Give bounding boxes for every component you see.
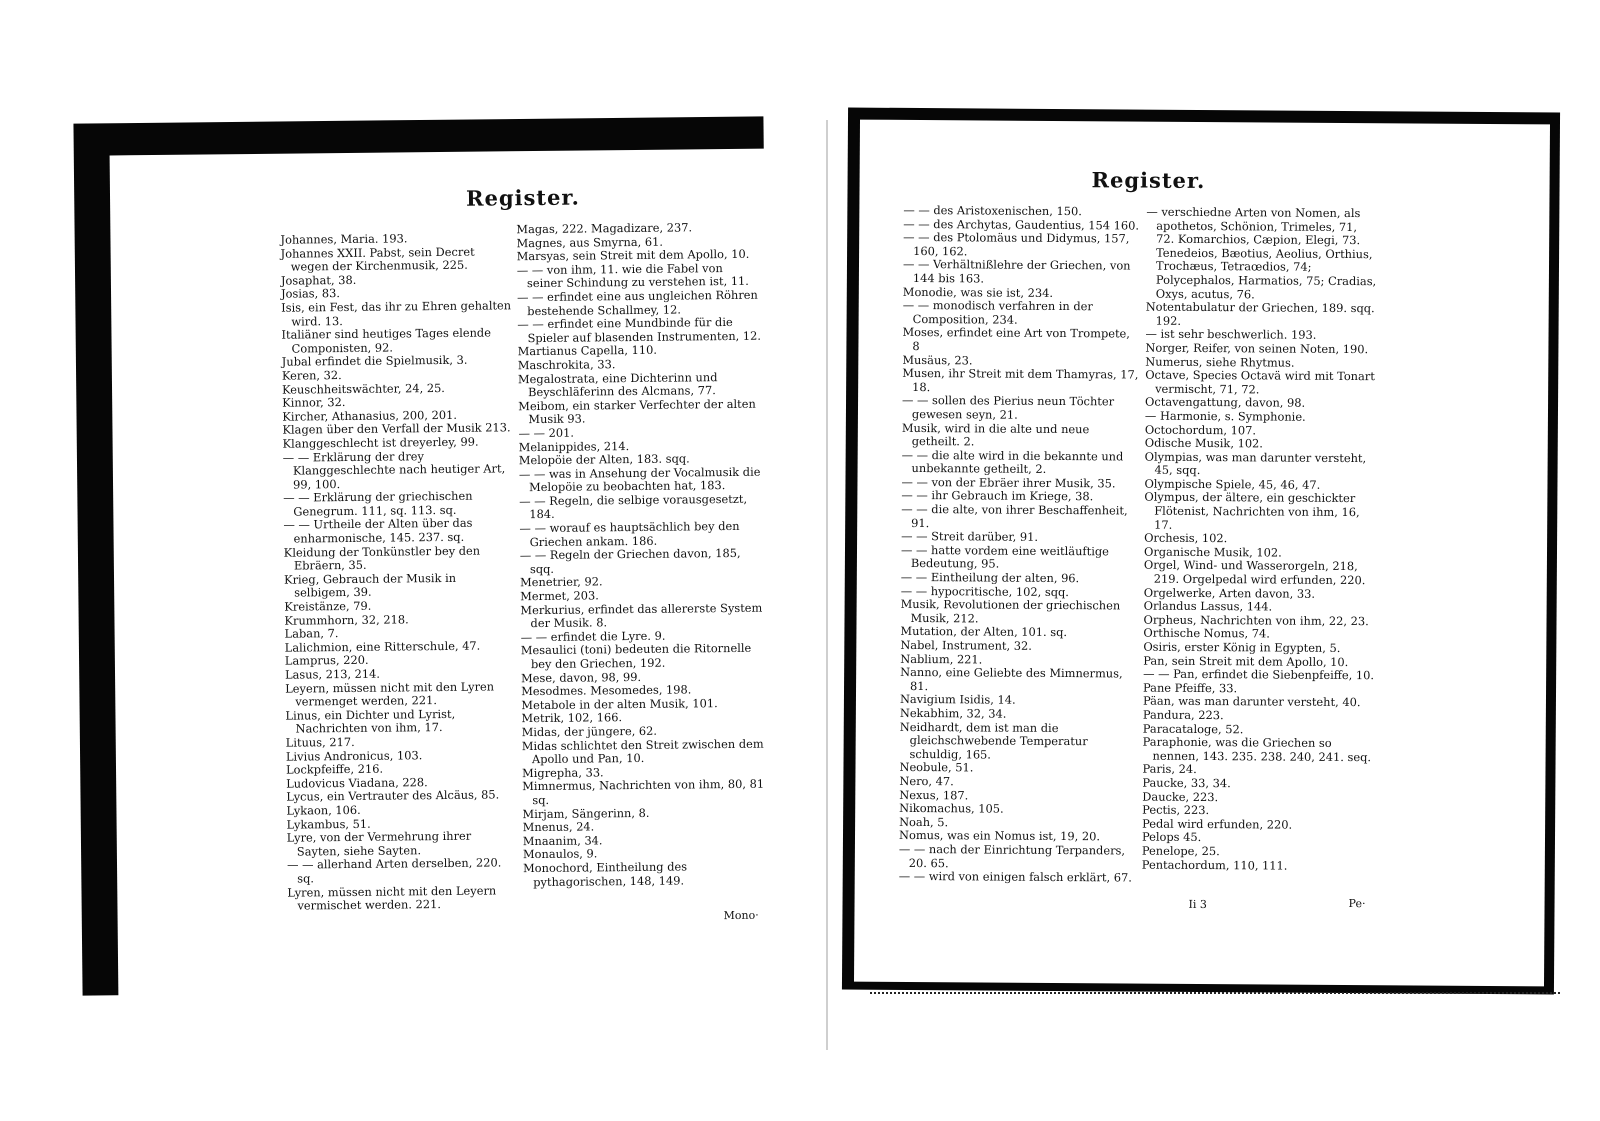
index-entry: Orgelwerke, Arten davon, 33.: [1143, 585, 1316, 601]
index-entry: Keren, 32.: [281, 367, 342, 383]
index-entry: Lockpfeiffe, 216.: [285, 761, 384, 777]
index-entry: Octave, Species Octavä wird mit Tonart vermischt, 71, 72.: [1145, 367, 1375, 397]
index-entry: Lasus, 213, 214.: [284, 666, 381, 682]
index-entry: Johannes, Maria. 193.: [280, 231, 408, 247]
index-entry: Notentabulatur der Griechen, 189. sqq. 192.: [1145, 299, 1375, 328]
index-entry: — — Urtheile der Alten über das enharmonische, 145. 237. sq.: [283, 516, 473, 546]
index-entry: — — sollen des Pierius neun Töchter gewesen seyn, 21.: [902, 393, 1115, 422]
index-entry: Lalichmion, eine Ritterschule, 47.: [284, 638, 481, 655]
index-entry: Menetrier, 92.: [520, 574, 603, 590]
index-entry: Johannes XXII. Pabst, sein Decret wegen der Kirchenmusik, 225.: [280, 244, 475, 274]
index-entry: Mnaanim, 34.: [522, 833, 603, 848]
index-entry: Livius Andronicus, 103.: [285, 747, 423, 764]
index-entry: — — Pan, erfindet die Siebenpfeiffe, 10.: [1143, 666, 1375, 683]
index-entry: Pedal wird erfunden, 220.: [1142, 816, 1293, 832]
index-entry: Ludovicus Viadana, 228.: [286, 774, 428, 791]
index-entry: — — erfindet eine aus ungleichen Röhren bestehende Schallmey, 12.: [517, 287, 758, 318]
index-entry: Odische Musik, 102.: [1144, 435, 1264, 451]
page-title-right: Register.: [1091, 167, 1206, 194]
index-entry: Josaphat, 38.: [280, 272, 357, 288]
index-entry: Mirjam, Sängerinn, 8.: [522, 805, 650, 821]
index-entry: Pan, sein Streit mit dem Apollo, 10.: [1143, 653, 1349, 669]
index-entry: Laban, 7.: [284, 626, 339, 641]
index-entry: Migrepha, 33.: [522, 765, 604, 780]
index-entry: — — Regeln, die selbige vorausgesetzt, 184.: [519, 491, 748, 522]
index-entry: Midas schlichtet den Streit zwischen dem Apollo und Pan, 10.: [521, 736, 764, 767]
index-entry: Mesodmes. Mesomedes, 198.: [521, 682, 692, 699]
index-entry: — — Eintheilung der alten, 96.: [900, 569, 1080, 586]
index-entry: Pectis, 223.: [1142, 802, 1210, 818]
index-entry: Paris, 24.: [1142, 761, 1197, 777]
index-entry: — — Erklärung der drey Klanggeschlechte nach heutiger Art, 99, 100.: [282, 448, 506, 492]
catchword-left: Mono·: [723, 908, 759, 923]
left-page: [110, 149, 777, 1001]
index-entry: — — allerhand Arten derselben, 220. sq.: [286, 855, 502, 886]
page-title-left: Register.: [465, 184, 580, 211]
bottom-edge-line: [870, 992, 1560, 994]
index-entry: Mimnermus, Nachrichten von ihm, 80, 81 sq.: [522, 776, 765, 808]
index-entry: Monodie, was sie ist, 234.: [902, 284, 1054, 300]
index-entry: Orpheus, Nachrichten von ihm, 22, 23.: [1143, 612, 1369, 628]
right-page: [854, 120, 1550, 987]
index-entry: Organische Musik, 102.: [1143, 544, 1282, 560]
index-entry: — — erfindet eine Mundbinde für die Spieler auf blasenden Instrumenten, 12.: [517, 315, 762, 345]
index-entry: Lyren, müssen nicht mit den Leyern vermischet werden. 221.: [287, 882, 497, 913]
index-entry: Navigium Isidis, 14.: [899, 692, 1016, 708]
index-entry: Melanippides, 214.: [518, 438, 630, 454]
index-entry: Lyre, von der Vermehrung ihrer Sayten, siehe Sayten.: [286, 828, 472, 859]
index-entry: Midas, der jüngere, 62.: [521, 723, 658, 740]
index-entry: Mesaulici (toni) bedeuten die Ritornelle bey den Griechen, 192.: [520, 641, 752, 672]
index-entry: Octavengattung, davon, 98.: [1145, 394, 1306, 411]
index-entry: Keuschheitswächter, 24, 25.: [281, 380, 445, 397]
index-entry: Paraphonie, was die Griechen so nennen, 143. 235. 238. 240, 241. seq.: [1142, 734, 1372, 764]
index-entry: Krummhorn, 32, 218.: [284, 611, 409, 628]
index-entry: Megalostrata, eine Dichterinn und Beyschläferinn des Alcmans, 77.: [517, 369, 718, 400]
index-entry: Noah, 5.: [899, 814, 949, 829]
index-entry: Nabel, Instrument, 32.: [900, 637, 1032, 653]
index-column-right-2: [1142, 206, 1379, 874]
gutter-fold: [826, 120, 828, 1050]
index-entry: — — erfindet die Lyre. 9.: [520, 628, 666, 645]
index-entry: — — von der Ebräer ihrer Musik, 35.: [901, 474, 1116, 491]
index-column-left-2: [516, 221, 767, 890]
index-entry: Krieg, Gebrauch der Musik in selbigem, 39.: [283, 570, 457, 600]
index-entry: Klagen über den Verfall der Musik 213.: [282, 420, 511, 437]
index-entry: — — nach der Einrichtung Terpanders, 20. 65.: [898, 841, 1126, 870]
index-entry: Melopöie der Alten, 183. sqq.: [518, 451, 690, 468]
index-entry: Nomus, was ein Nomus ist, 19, 20.: [898, 828, 1101, 844]
index-entry: — — wird von einigen falsch erklärt, 67.: [898, 868, 1132, 885]
index-entry: — ist sehr beschwerlich. 193.: [1145, 326, 1317, 343]
index-entry: Moses, erfindet eine Art von Trompete, 8: [902, 325, 1130, 353]
index-entry: Magnes, aus Smyrna, 61.: [516, 234, 664, 250]
index-entry: — — hatte vordem eine weitläuftige Bedeutung, 95.: [900, 542, 1109, 572]
index-entry: — — des Ptolomäus und Didymus, 157, 160, 162.: [903, 230, 1130, 259]
index-entry: Orgel, Wind- und Wasserorgeln, 218, 219. Orgelpedal wird erfunden, 220.: [1143, 558, 1366, 588]
index-entry: — — was in Ansehung der Vocalmusik die Melopöie zu beobachten hat, 183.: [518, 464, 761, 495]
index-entry: Olympische Spiele, 45, 46, 47.: [1144, 476, 1321, 492]
index-entry: Neobule, 51.: [899, 760, 974, 775]
index-entry: Musik, wird in die alte und neue getheilt. 2.: [901, 420, 1090, 449]
index-entry: Orlandus Lassus, 144.: [1143, 598, 1273, 614]
index-entry: Lituus, 217.: [285, 734, 355, 750]
index-entry: Monaulos, 9.: [522, 846, 598, 862]
index-entry: Pane Pfeiffe, 33.: [1143, 680, 1238, 696]
index-entry: Musäus, 23.: [902, 352, 973, 367]
index-entry: Merkurius, erfindet das allererste System der Musik. 8.: [520, 600, 763, 631]
index-entry: Daucke, 223.: [1142, 789, 1219, 804]
index-entry: Kleidung der Tonkünstler bey den Ebräern, 35.: [283, 543, 481, 573]
index-entry: Josias, 83.: [280, 286, 341, 302]
index-entry: — — hypocritische, 102, sqq.: [900, 583, 1069, 599]
index-entry: Nekabhim, 32, 34.: [899, 705, 1007, 721]
index-entry: Italiäner sind heutiges Tages elende Componisten, 92.: [281, 325, 491, 356]
index-entry: Magas, 222. Magadizare, 237.: [516, 220, 693, 237]
index-entry: Lykaon, 106.: [286, 802, 361, 818]
index-entry: Pelops 45.: [1141, 829, 1202, 845]
index-entry: Leyern, müssen nicht mit den Lyren vermenget werden, 221.: [285, 679, 495, 709]
index-entry: Nikomachus, 105.: [899, 801, 1004, 816]
index-entry: Lamprus, 220.: [284, 653, 369, 669]
index-entry: Musen, ihr Streit mit dem Thamyras, 17, 18.: [902, 366, 1139, 394]
index-entry: Linus, ein Dichter und Lyrist, Nachrichten von ihm, 17.: [285, 706, 456, 736]
index-entry: Neidhardt, dem ist man die gleichschwebende Temperatur schuldig, 165.: [899, 719, 1088, 762]
index-entry: Penelope, 25.: [1141, 843, 1220, 859]
index-entry: Norger, Reifer, von seinen Noten, 190.: [1145, 340, 1369, 357]
index-entry: — — Erklärung der griechischen Genegrum. 111, sq. 113. sq.: [283, 488, 473, 519]
index-entry: Metabole in der alten Musik, 101.: [521, 695, 718, 712]
index-entry: Mermet, 203.: [520, 588, 599, 604]
index-column-right-1: [899, 204, 1142, 885]
index-entry: Osiris, erster König in Egypten, 5.: [1143, 639, 1341, 655]
index-entry: Isis, ein Fest, das ihr zu Ehren gehalten wird. 13.: [281, 298, 512, 329]
index-entry: Kinnor, 32.: [282, 395, 346, 410]
index-entry: — Harmonie, s. Symphonie.: [1144, 408, 1306, 424]
index-entry: Octochordum, 107.: [1144, 422, 1257, 437]
index-entry: — — worauf es hauptsächlich bey den Griechen ankam. 186.: [519, 518, 740, 549]
index-entry: — — Streit darüber, 91.: [901, 529, 1039, 545]
index-entry: Martianus Capella, 110.: [517, 343, 658, 359]
index-entry: Mutation, der Alten, 101. sq.: [900, 624, 1068, 640]
index-entry: — — des Archytas, Gaudentius, 154 160.: [903, 216, 1140, 233]
signature-mark: Ii 3: [1188, 897, 1207, 912]
index-entry: Mese, davon, 98, 99.: [521, 669, 642, 685]
index-entry: — — von ihm, 11. wie die Fabel von seiner Schindung zu verstehen ist, 11.: [516, 260, 749, 291]
index-entry: — — 201.: [518, 425, 574, 441]
index-entry: Orchesis, 102.: [1144, 530, 1228, 546]
index-entry: Marsyas, sein Streit mit dem Apollo, 10.: [516, 246, 750, 264]
index-entry: Jubal erfindet die Spielmusik, 3.: [281, 353, 468, 370]
index-entry: — — Verhältnißlehre der Griechen, von 144 bis 163.: [902, 257, 1131, 286]
index-entry: Musik, Revolutionen der griechischen Musik, 212.: [900, 597, 1121, 626]
index-entry: Nanno, eine Geliebte des Mimnermus, 81.: [900, 665, 1123, 693]
index-entry: — — des Aristoxenischen, 150.: [903, 202, 1082, 219]
index-entry: Pentachordum, 110, 111.: [1141, 857, 1288, 873]
index-entry: — — die alte wird in die bekannte und unbekannte getheilt, 2.: [901, 447, 1124, 477]
index-entry: Pandura, 223.: [1142, 707, 1224, 723]
index-entry: Lycus, ein Vertrauter des Alcäus, 85.: [286, 787, 500, 804]
index-entry: Orthische Nomus, 74.: [1143, 625, 1270, 641]
index-entry: Lykambus, 51.: [286, 816, 371, 832]
index-entry: — — Regeln der Griechen davon, 185, sqq.: [519, 546, 741, 576]
index-entry: — — ihr Gebrauch im Kriege, 38.: [901, 488, 1094, 504]
index-entry: Nero, 47.: [899, 773, 954, 789]
index-entry: Nexus, 187.: [899, 787, 969, 802]
index-column-left-1: [280, 231, 517, 913]
index-entry: Meibom, ein starker Verfechter der alten Musik 93.: [518, 396, 756, 427]
index-entry: Olympias, was man darunter versteht, 45, sqq.: [1144, 449, 1367, 478]
index-entry: — — die alte, von ihrer Beschaffenheit, 91.: [901, 501, 1128, 530]
index-entry: Olympus, der ältere, ein geschickter Flötenist, Nachrichten von ihm, 16, 17.: [1144, 490, 1360, 532]
index-entry: Metrik, 102, 166.: [521, 710, 623, 726]
index-entry: Monochord, Eintheilung des pythagorischen, 148, 149.: [523, 859, 688, 889]
index-entry: — — monodisch verfahren in der Composition, 234.: [902, 298, 1093, 327]
index-entry: — verschiedne Arten von Nomen, als apothetos, Schönion, Trimeles, 71, 72. Komarchios, Cæpion, Elegi, 73. Tenedeios, Bæotius, Aeolius, Orthius, Trochæus, Tetraœdios, 74; Polycephalos, Harmatios, 75; Cradias, Oxys, acutus, 76.: [1146, 204, 1377, 301]
index-entry: Maschrokita, 33.: [517, 357, 616, 373]
index-entry: Paucke, 33, 34.: [1142, 775, 1231, 791]
index-entry: Nablium, 221.: [900, 651, 983, 667]
index-entry: Mnenus, 24.: [522, 819, 595, 835]
index-entry: Kreistänze, 79.: [284, 598, 372, 614]
index-entry: Päan, was man darunter versteht, 40.: [1142, 693, 1361, 710]
index-entry: Klanggeschlecht ist dreyerley, 99.: [282, 434, 479, 451]
index-entry: Numerus, siehe Rhytmus.: [1145, 354, 1295, 370]
index-entry: Kircher, Athanasius, 200, 201.: [282, 407, 458, 424]
index-entry: Paracataloge, 52.: [1142, 721, 1244, 736]
catchword-right: Pe·: [1348, 897, 1366, 911]
